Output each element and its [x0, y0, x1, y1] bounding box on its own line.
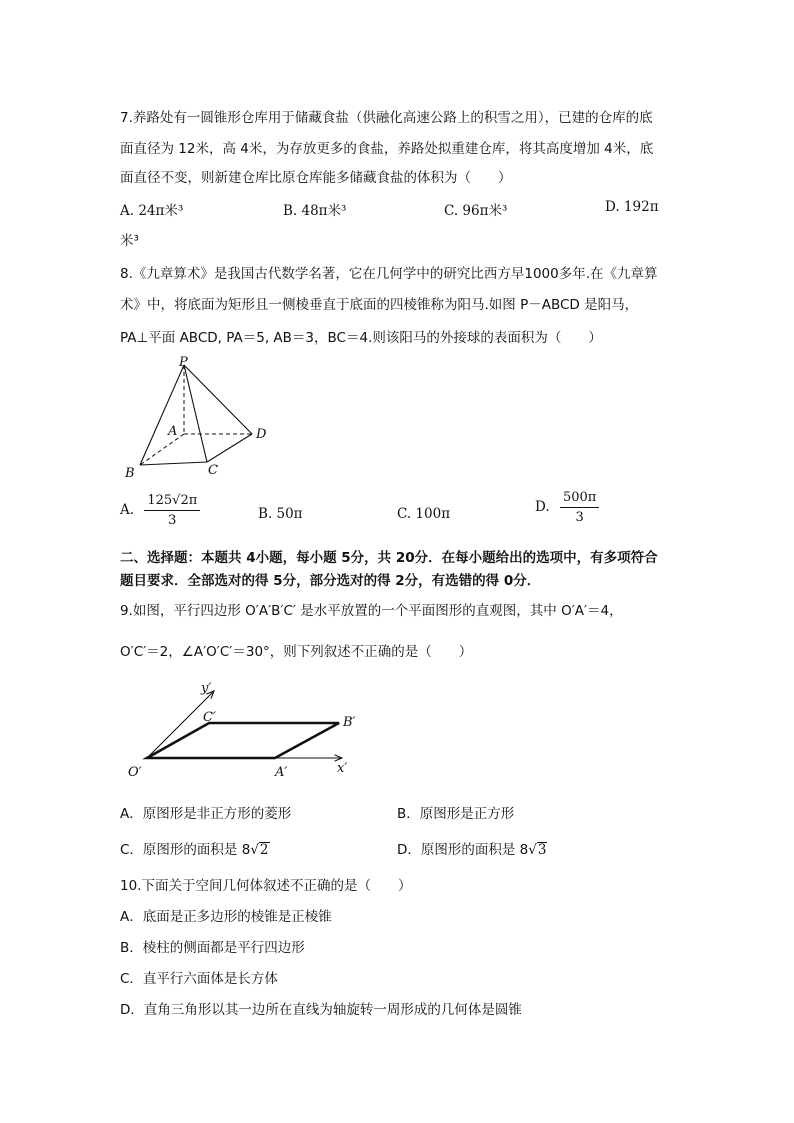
q9-line-2: O′C′＝2，∠A′O′C′＝30°，则下列叙述不正确的是（ ）	[120, 644, 473, 660]
q8-pyramid-figure	[118, 355, 278, 480]
q9-option-a: A．原图形是非正方形的菱形	[120, 806, 292, 822]
label-d: D	[256, 427, 267, 442]
q10-option-a: A．底面是正多边形的棱锥是正棱锥	[120, 909, 332, 925]
q9-option-d-text: D．原图形的面积是 8	[397, 842, 529, 858]
q10-option-c: C．直平行六面体是长方体	[120, 971, 278, 987]
q9-parallelogram-figure	[125, 675, 365, 785]
q8-option-a-numerator: 125√2π	[144, 493, 200, 511]
label-c: C′	[203, 710, 216, 725]
q8-line-2: 术》中，将底面为矩形且一侧棱垂直于底面的四棱锥称为阳马.如图 P－ABCD 是阳马，	[120, 297, 639, 313]
q9-option-c-radicand: 2	[259, 842, 269, 858]
q7-option-a: A. 24π米³	[120, 203, 184, 219]
edge-pc	[184, 365, 207, 462]
q7-line-3: 面直径不变，则新建仓库比原仓库能多储藏食盐的体积为（ ）	[120, 170, 512, 186]
q8-option-b: B. 50π	[258, 506, 303, 522]
q9-option-c	[120, 838, 270, 858]
q8-option-d-numerator: 500π	[560, 490, 599, 508]
q7-option-b: B. 48π米³	[283, 203, 347, 219]
label-p: P	[179, 355, 188, 370]
q8-option-a-fraction	[144, 493, 200, 528]
q9-option-c-radical-sign: √	[250, 842, 259, 858]
edge-pd	[184, 365, 252, 434]
q7-option-c: C. 96π米³	[444, 203, 508, 219]
label-a: A	[168, 424, 178, 439]
q8-line-1: 8.《九章算术》是我国古代数学名著，它在几何学中的研究比西方早1000多年.在《九章算	[120, 266, 658, 282]
q8-option-c: C. 100π	[397, 506, 451, 522]
edge-cd	[207, 434, 252, 462]
label-c: C	[208, 463, 218, 478]
q8-option-d-prefix: D.	[535, 499, 550, 515]
edge-pb	[140, 365, 184, 465]
q9-option-d-radical-sign: √	[528, 842, 537, 858]
q9-option-d	[397, 838, 547, 858]
label-o: O′	[128, 765, 142, 780]
label-y: y′	[201, 681, 212, 696]
edge-bc	[140, 462, 207, 465]
q8-option-d	[535, 490, 599, 525]
q9-option-b: B．原图形是正方形	[397, 806, 515, 822]
label-a: A′	[275, 765, 288, 780]
q8-option-d-fraction	[560, 490, 599, 525]
label-b: B′	[343, 715, 356, 730]
section-2-heading-line-2: 题目要求．全部选对的得 5分，部分选对的得 2分，有选错的得 0分．	[120, 573, 541, 589]
section-2-heading-line-1: 二、选择题：本题共 4小题，每小题 5分，共 20分．在每小题给出的选项中，有多项符合	[120, 550, 658, 566]
q7-line-1: 7.养路处有一圆锥形仓库用于储藏食盐（供融化高速公路上的积雪之用），已建的仓库的底	[120, 110, 653, 126]
q7-option-d: D. 192π	[605, 199, 659, 215]
q10-option-d: D．直角三角形以其一边所在直线为轴旋转一周形成的几何体是圆锥	[120, 1002, 522, 1018]
q7-line-2: 面直径为 12米，高 4米，为存放更多的食盐，养路处拟重建仓库，将其高度增加 4米，底	[120, 141, 654, 157]
q8-option-a	[120, 493, 200, 528]
q8-line-3: PA⊥平面 ABCD, PA＝5, AB＝3，BC＝4.则该阳马的外接球的表面积为（ ）	[120, 330, 602, 346]
q10-option-b: B．棱柱的侧面都是平行四边形	[120, 940, 305, 956]
q8-option-a-prefix: A.	[120, 502, 135, 518]
q8-option-a-denominator: 3	[168, 513, 177, 528]
q8-option-d-denominator: 3	[575, 510, 584, 525]
q10-stem: 10.下面关于空间几何体叙述不正确的是（ ）	[120, 878, 412, 894]
q9-option-c-text: C．原图形的面积是 8	[120, 842, 251, 858]
q7-option-d-continued: 米³	[120, 233, 139, 249]
label-x: x′	[337, 761, 348, 776]
q9-line-1: 9.如图，平行四边形 O′A′B′C′ 是水平放置的一个平面图形的直观图，其中 O′A′＝4，	[120, 603, 623, 619]
q9-option-d-radicand: 3	[537, 842, 547, 858]
parallelogram	[147, 723, 339, 758]
label-b: B	[125, 466, 135, 480]
